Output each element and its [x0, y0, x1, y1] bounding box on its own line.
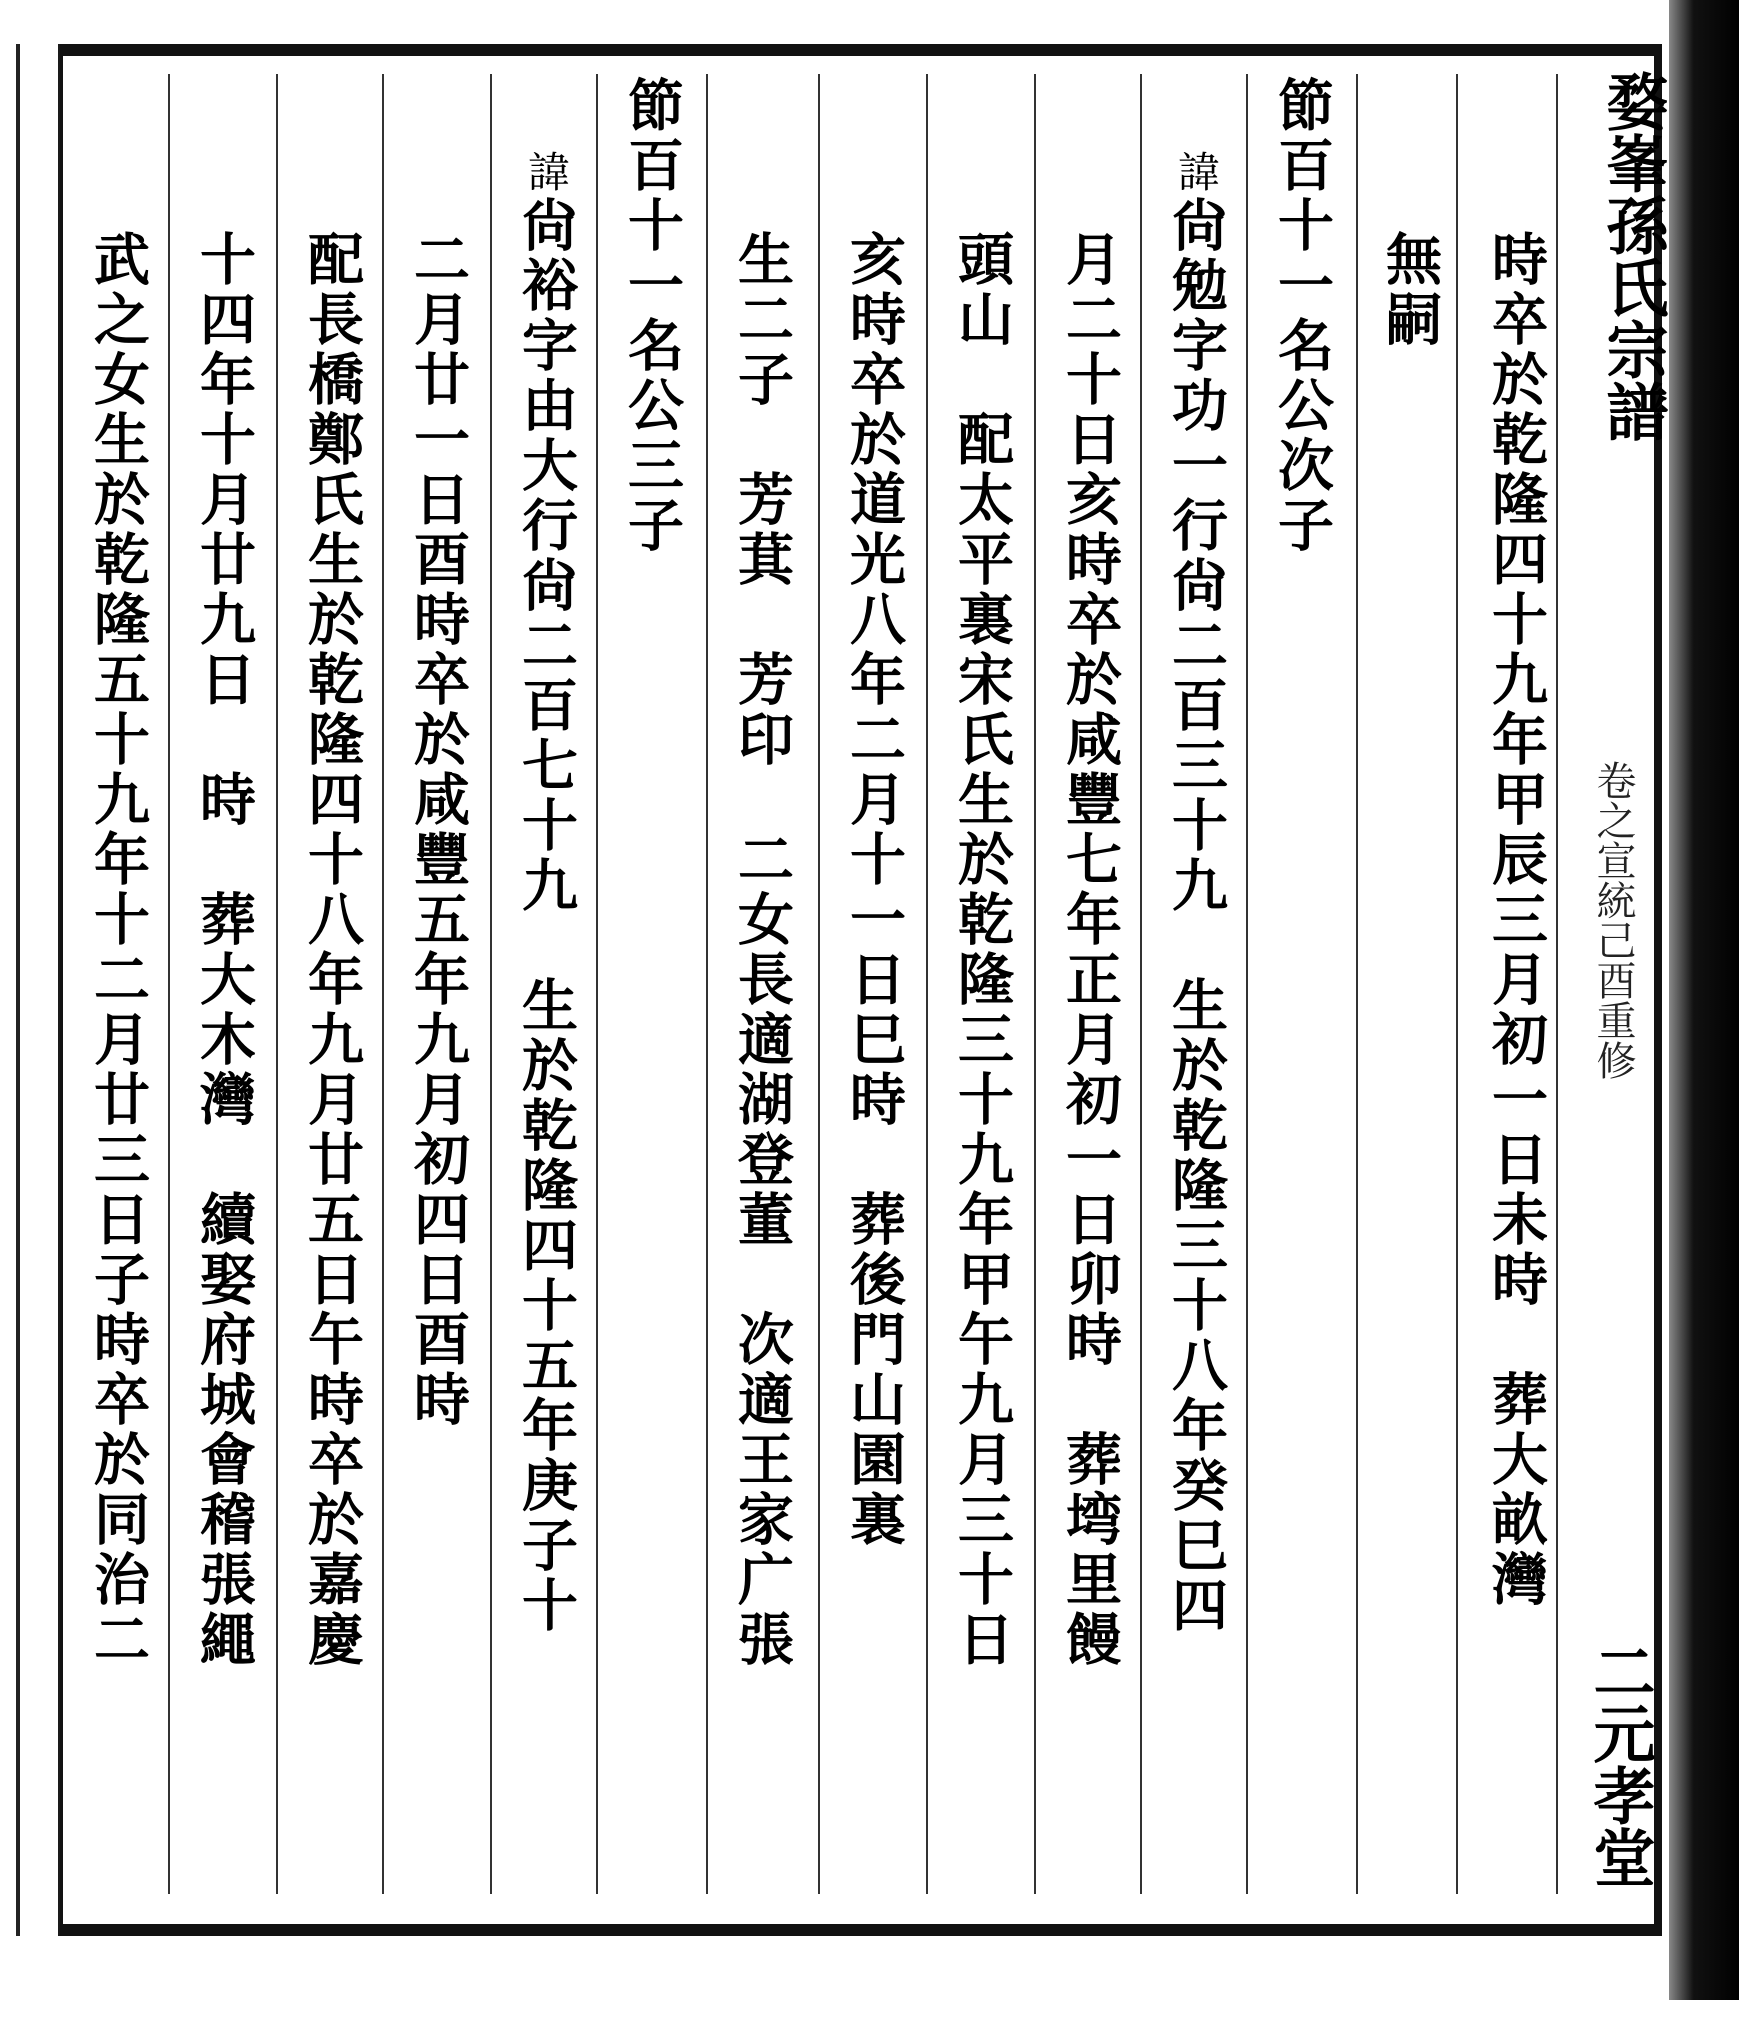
- text-column-3: 節百十一名公次子: [1269, 76, 1335, 556]
- taboo-name-marker: 諱: [522, 150, 571, 196]
- column-rule: [1246, 74, 1248, 1894]
- binding-shadow: [1669, 0, 1739, 2000]
- column-text: 尙裕字由大行尙二百七十九 生於乾隆四十五年庚子十: [513, 196, 579, 1636]
- text-column-14: 武之女生於乾隆五十九年十二月廿三日子時卒於同治二: [85, 230, 151, 1670]
- text-column-4: [1146, 150, 1246, 1950]
- text-column-11: 二月廿一日酉時卒於咸豐五年九月初四日酉時: [405, 230, 471, 1430]
- column-rule: [382, 74, 384, 1894]
- column-rule: [706, 74, 708, 1894]
- column-rule: [596, 74, 598, 1894]
- volume-and-edition: [1588, 760, 1638, 1080]
- text-column-7: 亥時卒於道光八年二月十一日巳時 葬後門山園裏: [841, 230, 907, 1550]
- hall-label: 二元孝堂: [1583, 1640, 1656, 1888]
- column-rule: [490, 74, 492, 1894]
- column-rule: [818, 74, 820, 1894]
- column-text: 尙勉字功一行尙二百三十九 生於乾隆三十八年癸巳四: [1163, 196, 1229, 1636]
- text-column-6: 頭山 配太平裏宋氏生於乾隆三十九年甲午九月三十日: [949, 230, 1015, 1670]
- column-rule: [168, 74, 170, 1894]
- text-column-5: 月二十日亥時卒於咸豐七年正月初一日卯時 葬塆里饅: [1057, 230, 1123, 1670]
- text-column-9: 節百十一名公三子: [619, 76, 685, 556]
- text-column-1: 時卒於乾隆四十九年甲辰三月初一日未時 葬大畝灣: [1483, 230, 1549, 1610]
- text-column-10: [496, 150, 596, 1950]
- volume-label: 卷之: [1590, 760, 1636, 840]
- text-column-13: 十四年十月廿九日 時 葬大木灣 續娶府城會稽張繩: [191, 230, 257, 1670]
- taboo-name-marker: 諱: [1172, 150, 1221, 196]
- text-column-2: 無嗣: [1377, 230, 1443, 350]
- text-column-12: 配長橋鄭氏生於乾隆四十八年九月廿五日午時卒於嘉慶: [299, 230, 365, 1670]
- column-rule: [276, 74, 278, 1894]
- column-rule: [1034, 74, 1036, 1894]
- column-rule: [1140, 74, 1142, 1894]
- adjacent-page-edge: [0, 44, 68, 1936]
- column-rule: [926, 74, 928, 1894]
- adjacent-page-rule: [16, 44, 20, 1936]
- edition-note: 宣統己酉重修: [1590, 840, 1636, 1080]
- text-column-8: 生二子 芳萁 芳印 二女長適湖登董 次適王家广張: [729, 230, 795, 1670]
- column-rule: [1356, 74, 1358, 1894]
- book-title: 婺峯孫氏宗譜: [1596, 70, 1669, 442]
